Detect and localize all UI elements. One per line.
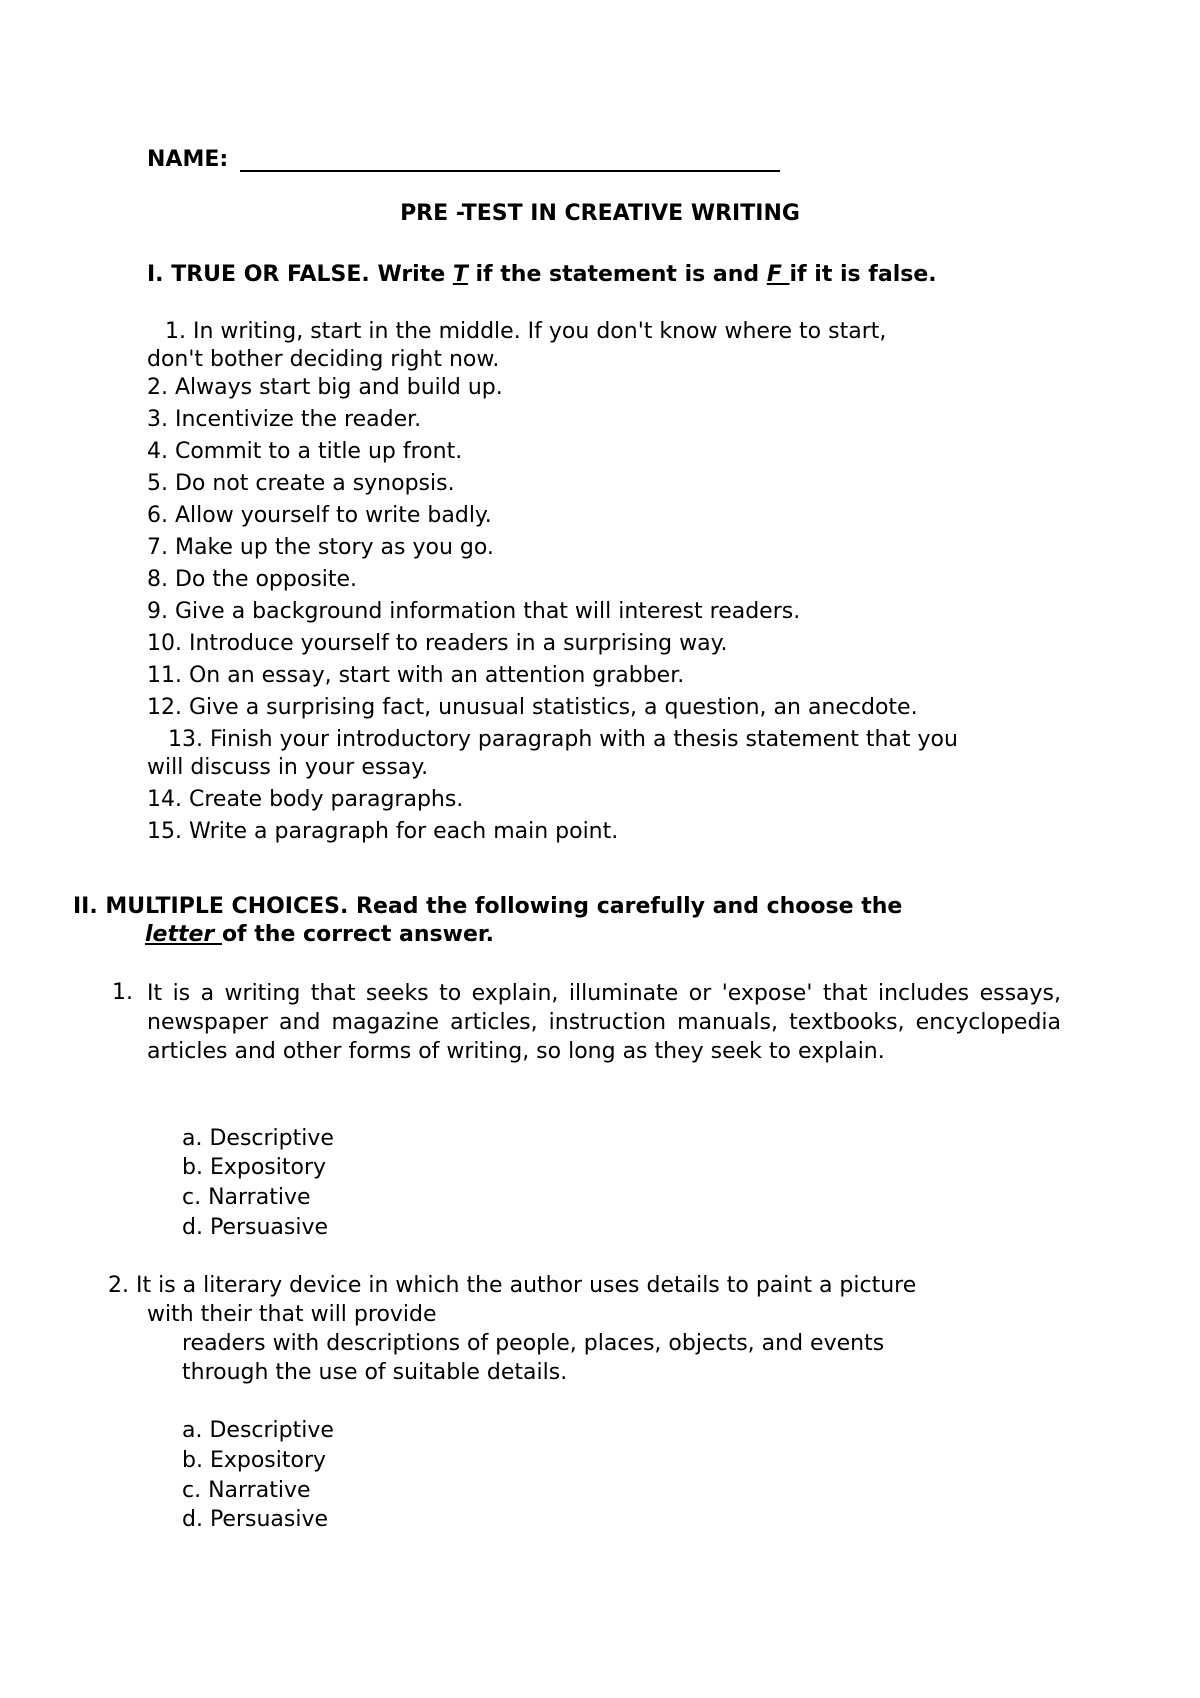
part2-heading-letter: letter: [145, 922, 222, 947]
part1-heading-mid: if the statement is and: [467, 262, 767, 287]
mc-q1-option-d[interactable]: d. Persuasive: [182, 1215, 329, 1240]
part1-heading-pre: I. TRUE OR FALSE. Write: [147, 262, 453, 287]
tf-item-6: 6. Allow yourself to write badly.: [147, 503, 492, 528]
tf-item-12: 12. Give a surprising fact, unusual statistics, a question, an anecdote.: [147, 695, 918, 720]
tf-item-15: 15. Write a paragraph for each main point.: [147, 819, 619, 844]
tf-item-13: 13. Finish your introductory paragraph with a thesis statement that you: [168, 727, 958, 752]
mc-q2-line1: 2. It is a literary device in which the author uses details to paint a picture: [108, 1273, 917, 1298]
mc-q2-line4: through the use of suitable details.: [182, 1360, 568, 1385]
mc-q1-option-c[interactable]: c. Narrative: [182, 1185, 311, 1210]
mc-q1-number: 1.: [112, 980, 133, 1005]
tf-item-3: 3. Incentivize the reader.: [147, 407, 422, 432]
page-title: PRE -TEST IN CREATIVE WRITING: [400, 201, 800, 226]
mc-q2-option-c[interactable]: c. Narrative: [182, 1478, 311, 1503]
tf-item-7: 7. Make up the story as you go.: [147, 535, 494, 560]
part2-heading-rest: of the correct answer.: [221, 922, 494, 947]
mc-q1-text: It is a writing that seeks to explain, illuminate or 'expose' that includes essays, newspaper and magazine articles, instruction manuals, textbooks, encyclopedia articles and other forms of writing, so long as they seek to explain.: [147, 981, 1061, 1064]
mc-q2-line2: with their that will provide: [147, 1302, 437, 1327]
part2-heading-cont: [145, 921, 494, 949]
tf-item-10: 10. Introduce yourself to readers in a surprising way.: [147, 631, 728, 656]
name-blank-line[interactable]: [240, 170, 780, 172]
mc-q2-option-b[interactable]: b. Expository: [182, 1448, 327, 1473]
name-label: NAME:: [147, 147, 229, 172]
part1-heading-f: F: [766, 262, 790, 287]
tf-item-13-cont: will discuss in your essay.: [147, 755, 429, 780]
tf-item-2: 2. Always start big and build up.: [147, 375, 503, 400]
tf-item-5: 5. Do not create a synopsis.: [147, 471, 455, 496]
tf-item-14: 14. Create body paragraphs.: [147, 787, 464, 812]
tf-item-11: 11. On an essay, start with an attention grabber.: [147, 663, 685, 688]
tf-item-1-cont: don't bother deciding right now.: [147, 347, 500, 372]
tf-item-8: 8. Do the opposite.: [147, 567, 358, 592]
part2-heading: II. MULTIPLE CHOICES. Read the following carefully and choose the: [73, 894, 903, 919]
tf-item-4: 4. Commit to a title up front.: [147, 439, 463, 464]
mc-q2-line3: readers with descriptions of people, places, objects, and events: [182, 1331, 885, 1356]
tf-item-1: 1. In writing, start in the middle. If you don't know where to start,: [165, 319, 887, 344]
part1-heading-post: if it is false.: [789, 262, 937, 287]
tf-item-9: 9. Give a background information that will interest readers.: [147, 599, 801, 624]
mc-q2-option-d[interactable]: d. Persuasive: [182, 1507, 329, 1532]
part1-heading: [147, 261, 937, 289]
mc-q2-option-a[interactable]: a. Descriptive: [182, 1418, 334, 1443]
mc-q1-option-a[interactable]: a. Descriptive: [182, 1126, 334, 1151]
part1-heading-t: T: [452, 262, 468, 287]
mc-q1-option-b[interactable]: b. Expository: [182, 1155, 327, 1180]
